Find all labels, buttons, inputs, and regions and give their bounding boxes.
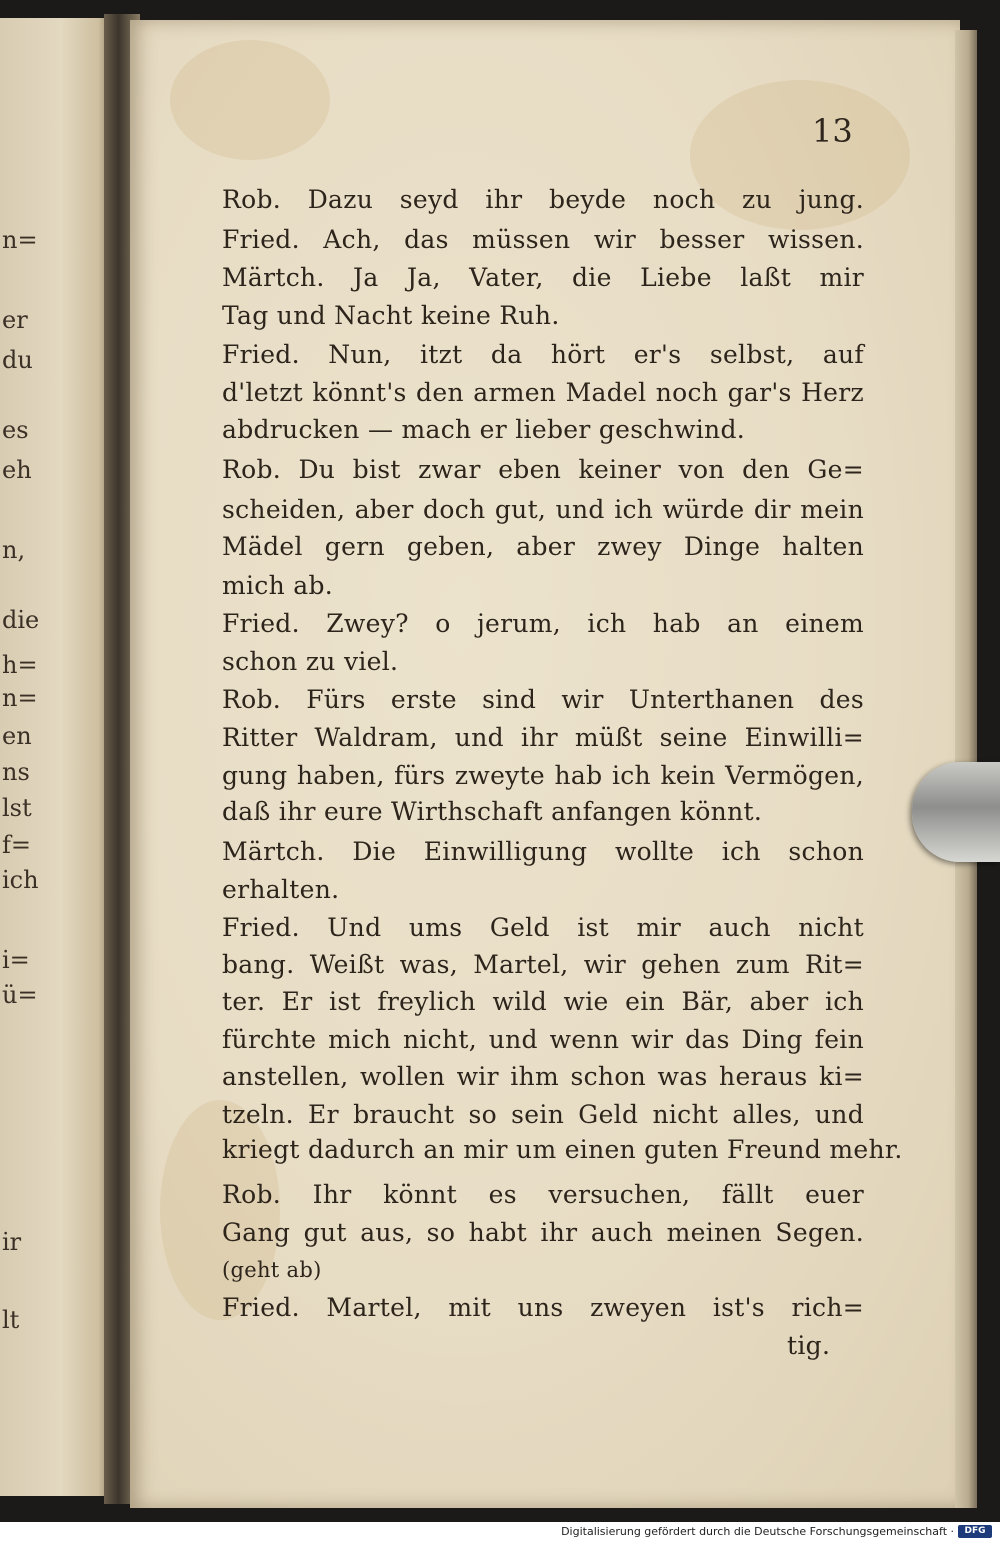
text-line: anstellen, wollen wir ihm schon was heraus ki= [222,1062,864,1091]
text-line: Fried. Ach, das müssen wir besser wissen. [222,225,864,254]
previous-page-fragment: es [2,416,29,444]
previous-page-fragment: i= [2,946,30,974]
text-line: Fried. Zwey? o jerum, ich hab an einem [222,609,864,638]
text-line: erhalten. [222,875,340,904]
text-line: Fried. Nun, itzt da hört er's selbst, auf [222,340,864,369]
previous-page-fragments [0,18,112,1496]
text-line: Rob. Ihr könnt es versuchen, fällt euer [222,1180,864,1209]
text-line: mich ab. [222,571,334,600]
text-line: abdrucken — mach er lieber geschwind. [222,415,746,444]
previous-page-fragment: ir [2,1228,22,1256]
dfg-logo: DFG [958,1525,992,1538]
page-number: 13 [812,112,853,150]
text-line: Tag und Nacht keine Ruh. [222,301,560,330]
text-line: tig. [787,1331,831,1360]
previous-page-fragment: f= [2,831,31,859]
text-line: kriegt dadurch an mir um einen guten Freund mehr. [222,1135,903,1164]
previous-page-fragment: lt [2,1306,20,1334]
previous-page-fragment: eh [2,456,32,484]
text-line: Rob. Fürs erste sind wir Unterthanen des [222,685,864,714]
text-line: bang. Weißt was, Martel, wir gehen zum Rit= [222,950,864,979]
text-line: scheiden, aber doch gut, und ich würde dir mein [222,495,864,524]
previous-page-fragment: n= [2,684,38,712]
text-line: Fried. Martel, mit uns zweyen ist's rich= [222,1293,864,1322]
text-line: schon zu viel. [222,647,399,676]
previous-page-fragment: en [2,722,32,750]
text-line: Rob. Du bist zwar eben keiner von den Ge= [222,455,864,484]
previous-page-fragment: ich [2,866,39,894]
previous-page-fragment: ü= [2,981,38,1009]
text-line: gung haben, fürs zweyte hab ich kein Vermögen, [222,761,864,790]
previous-page-fragment: n, [2,536,26,564]
text-line: Rob. Dazu seyd ihr beyde noch zu jung. [222,185,864,214]
text-line: Gang gut aus, so habt ihr auch meinen Segen. [222,1218,864,1247]
text-line: ter. Er ist freylich wild wie ein Bär, aber ich [222,987,864,1016]
paper-stain [170,40,330,160]
stage-direction: (geht ab) [222,1258,322,1282]
digitization-footer [0,1522,1000,1542]
previous-page-fragment: du [2,346,33,374]
text-line: d'letzt könnt's den armen Madel noch gar's Herz [222,378,864,407]
previous-page-fragment: lst [2,794,32,822]
text-line: fürchte mich nicht, und wenn wir das Ding fein [222,1025,864,1054]
text-line: daß ihr eure Wirthschaft anfangen könnt. [222,797,763,826]
previous-page-fragment: er [2,306,28,334]
text-line: Mädel gern geben, aber zwey Dinge halten [222,532,864,561]
funding-credit: Digitalisierung gefördert durch die Deutsche Forschungsgemeinschaft · [561,1525,954,1538]
previous-page-fragment: die [2,606,40,634]
metal-page-clip [912,762,1000,862]
previous-page-fragment: n= [2,226,38,254]
previous-page-fragment: h= [2,651,38,679]
text-line: Märtch. Ja Ja, Vater, die Liebe laßt mir [222,263,864,292]
text-line: Ritter Waldram, und ihr müßt seine Einwilli= [222,723,864,752]
text-line: Märtch. Die Einwilligung wollte ich schon [222,837,864,866]
previous-page-fragment: ns [2,758,30,786]
text-line: tzeln. Er braucht so sein Geld nicht alles, und [222,1100,864,1129]
text-line: Fried. Und ums Geld ist mir auch nicht [222,913,864,942]
previous-page [0,18,112,1496]
